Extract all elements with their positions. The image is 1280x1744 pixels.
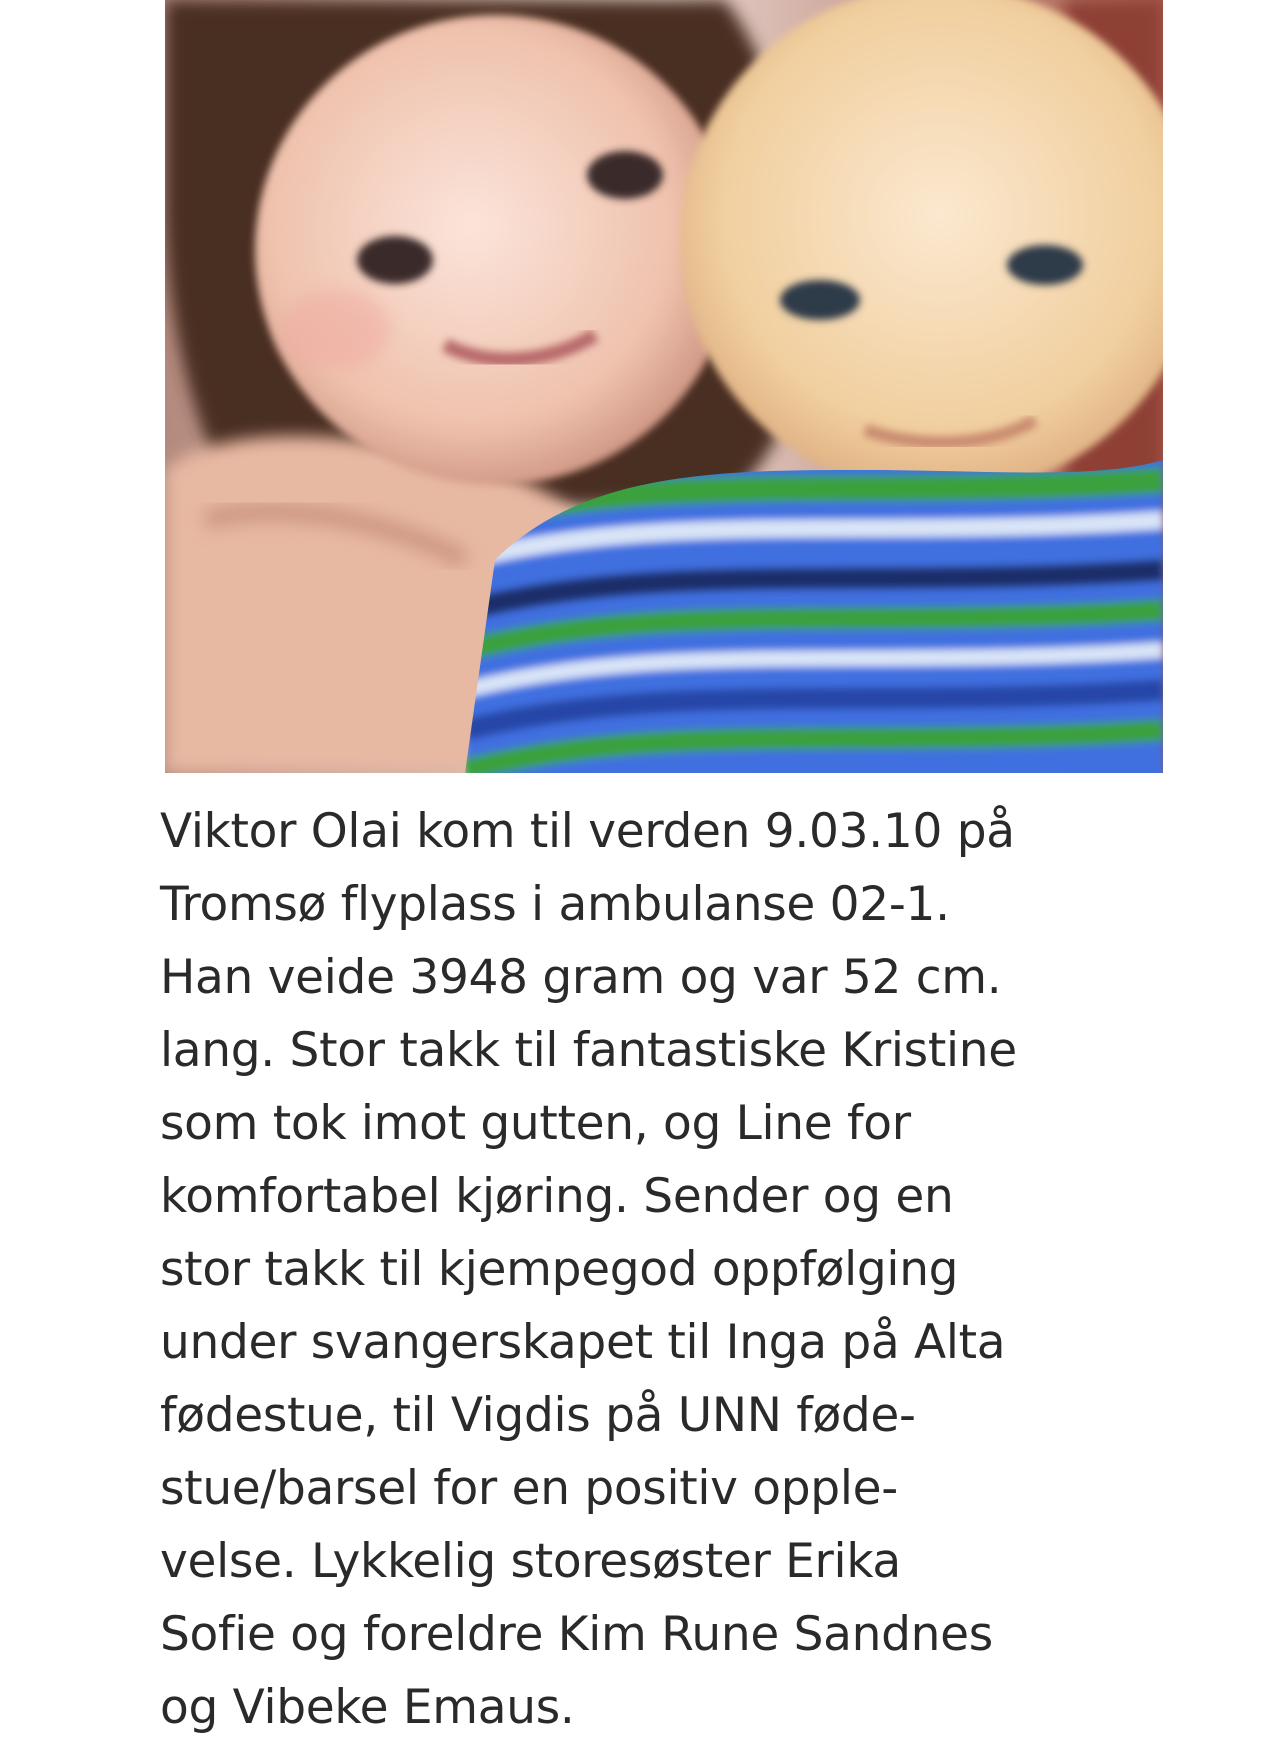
- caption-line-6: komfortabel kjøring. Sender og en: [160, 1169, 954, 1224]
- caption-line-7: stor takk til kjempegod oppfølging: [160, 1242, 959, 1297]
- birth-announcement-photo: [165, 0, 1163, 773]
- caption-line-9: fødestue, til Vigdis på UNN føde-: [160, 1388, 916, 1443]
- caption-line-5: som tok imot gutten, og Line for: [160, 1096, 911, 1151]
- caption-line-2: Tromsø flyplass i ambulanse 02-1.: [160, 877, 950, 932]
- caption-line-3: Han veide 3948 gram og var 52 cm.: [160, 950, 1002, 1005]
- caption-line-4: lang. Stor takk til fantastiske Kristine: [160, 1023, 1017, 1078]
- children-photo-illustration: [165, 0, 1163, 773]
- caption-line-11: velse. Lykkelig storesøster Erika: [160, 1534, 901, 1589]
- caption-line-13: og Vibeke Emaus.: [160, 1680, 575, 1735]
- caption-line-10: stue/barsel for en positiv opple-: [160, 1461, 898, 1516]
- caption-line-12: Sofie og foreldre Kim Rune Sandnes: [160, 1607, 993, 1662]
- caption-line-1: Viktor Olai kom til verden 9.03.10 på: [160, 804, 1015, 859]
- announcement-text: [160, 795, 1240, 1744]
- caption-line-8: under svangerskapet til Inga på Alta: [160, 1315, 1006, 1370]
